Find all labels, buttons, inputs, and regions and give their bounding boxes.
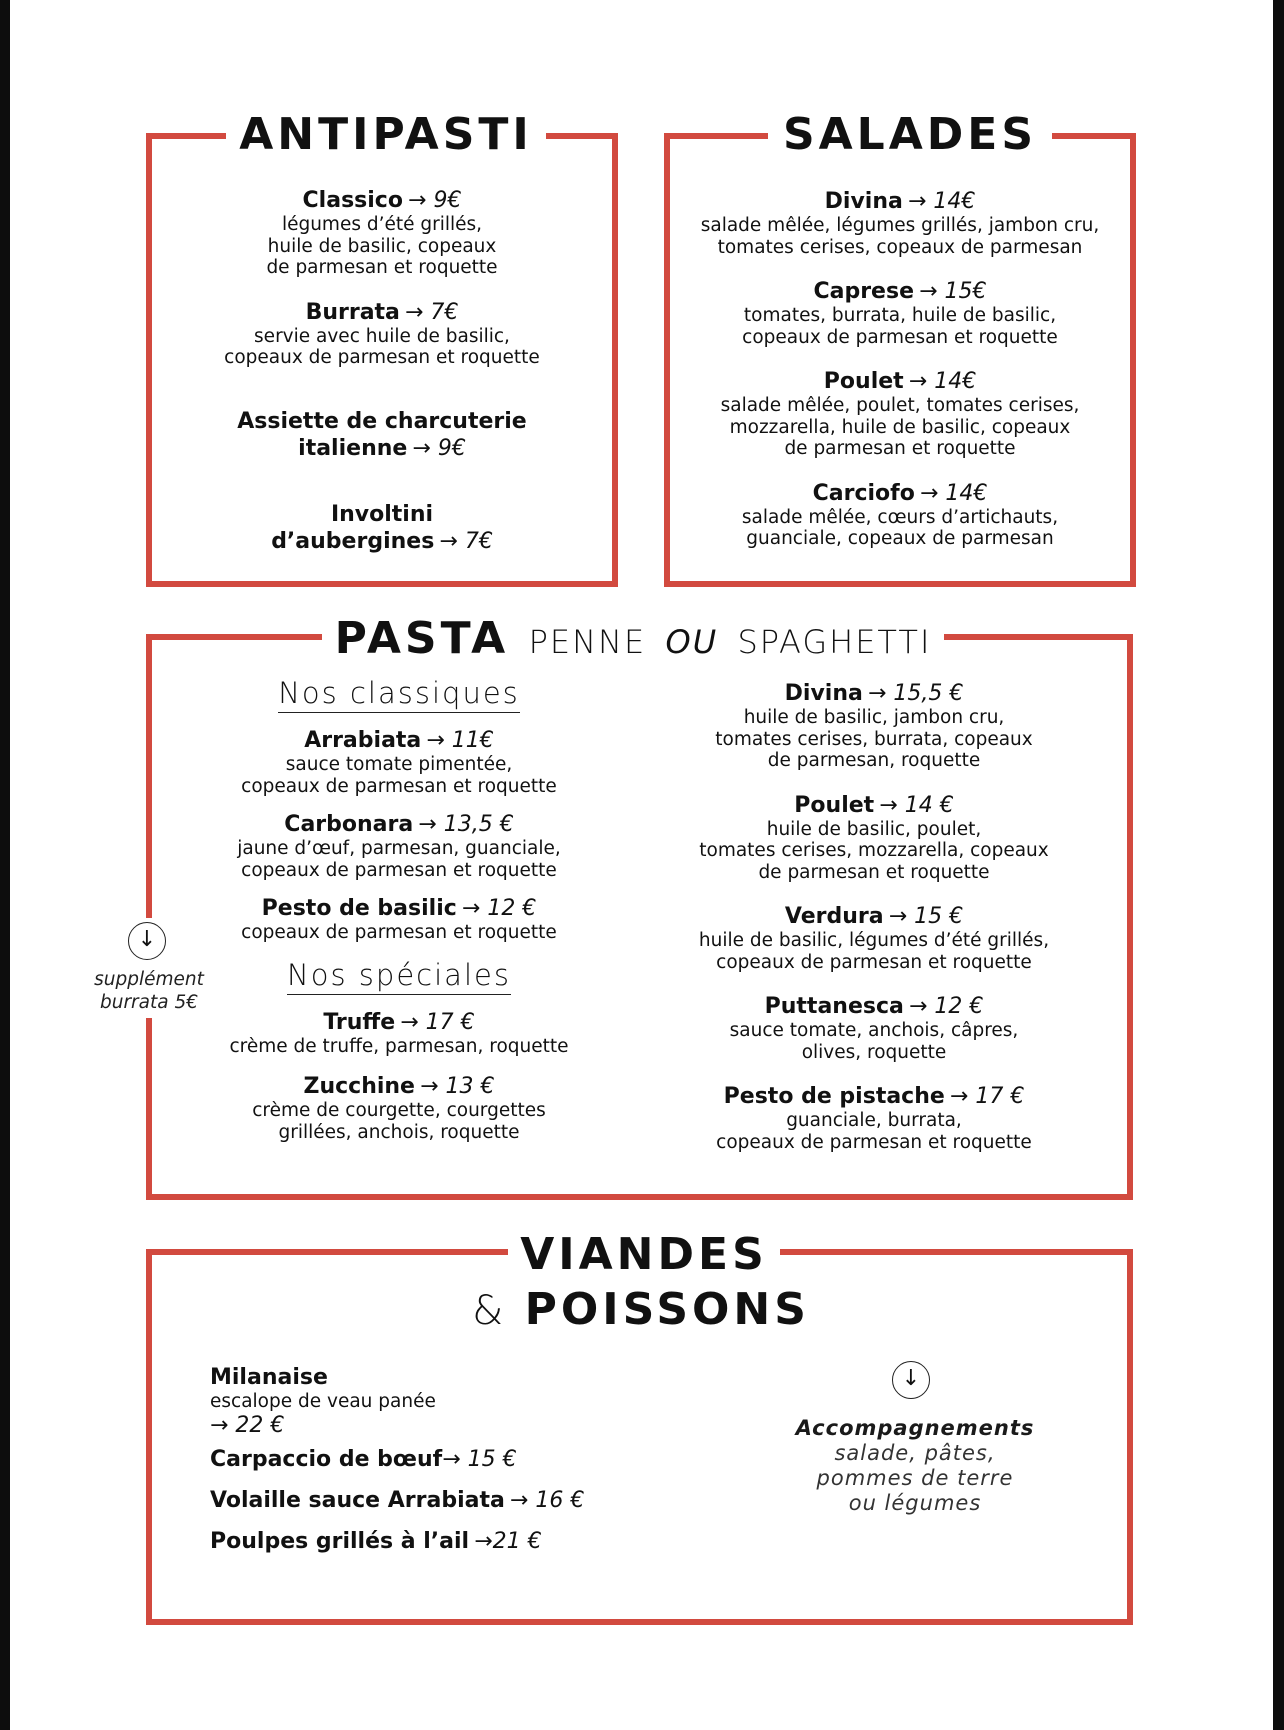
- item-price: → 14 €: [879, 792, 954, 818]
- pasta-subtitle-or: OU: [665, 623, 719, 661]
- item-name: Pesto de pistache: [723, 1084, 945, 1109]
- item-desc: salade mêlée, cœurs d’artichauts, guanciale, copeaux de parmesan: [741, 506, 1059, 549]
- viandes-title-line1: VIANDES: [508, 1229, 780, 1281]
- menu-item: [664, 1083, 1084, 1153]
- item-desc: salade mêlée, légumes grillés, jambon cru, tomates cerises, copeaux de parmesan: [700, 215, 1100, 258]
- item-name: Divina: [824, 189, 903, 214]
- item-name: Classico: [302, 188, 403, 213]
- item-price: → 15 €: [888, 904, 964, 929]
- item-price: → 14€: [907, 189, 976, 214]
- item-desc: huile de basilic, jambon cru, tomates cerises, burrata, copeaux de parmesan, roquette: [715, 707, 1033, 771]
- item-price: → 13,5 €: [418, 812, 514, 837]
- menu-item: [200, 811, 598, 881]
- item-desc: jaune d’œuf, parmesan, guanciale, copeaux de parmesan et roquette: [237, 838, 561, 881]
- item-name: Puttanesca: [764, 994, 904, 1019]
- menu-item: [156, 299, 608, 369]
- item-desc: escalope de veau panée: [210, 1391, 436, 1412]
- viandes-title-line2: [462, 1284, 820, 1337]
- menu-item: [210, 1487, 750, 1514]
- item-price: → 15 €: [442, 1446, 517, 1472]
- item-price: → 7€: [405, 299, 459, 325]
- item-desc: crème de courgette, courgettes grillées, anchois, roquette: [252, 1100, 546, 1143]
- item-name: Volaille sauce Arrabiata: [210, 1487, 505, 1513]
- supplement-note: supplément burrata 5€: [94, 969, 204, 1013]
- menu-item: [664, 903, 1084, 973]
- item-price: → 14€: [919, 480, 988, 506]
- menu-item: [664, 792, 1084, 884]
- item-price: → 17 €: [400, 1009, 475, 1035]
- item-price: →21 €: [474, 1528, 542, 1554]
- item-name: Zucchine: [303, 1074, 415, 1099]
- menu-item: [156, 389, 608, 462]
- item-price: → 13 €: [420, 1074, 495, 1099]
- menu-item: [664, 993, 1084, 1063]
- item-name: Milanaise: [210, 1365, 328, 1390]
- menu-item: [664, 680, 1084, 772]
- arrow-down-circle-icon: ↓: [892, 1361, 930, 1399]
- item-price: → 14€: [908, 369, 977, 394]
- item-price: → 12 €: [908, 994, 984, 1019]
- menu-item: [210, 1528, 750, 1555]
- speciales-heading: Nos spéciales: [287, 956, 511, 995]
- pasta-subtitle-2: SPAGHETTI: [737, 623, 932, 661]
- item-desc: sauce tomate, anchois, câpres, olives, roquette: [729, 1020, 1019, 1063]
- item-desc: guanciale, burrata, copeaux de parmesan et roquette: [716, 1110, 1032, 1153]
- menu-item: [670, 480, 1130, 550]
- page-edge-left: [0, 0, 10, 1730]
- menu-item: [670, 278, 1130, 348]
- item-desc: huile de basilic, poulet, tomates cerises, mozzarella, copeaux de parmesan et roquette: [699, 818, 1049, 883]
- pasta-title: [322, 613, 944, 668]
- item-price: → 15,5 €: [867, 681, 964, 706]
- pasta-subtitle-1: PENNE: [528, 623, 647, 661]
- pasta-left-col: [200, 674, 598, 1163]
- item-name: Involtini d’aubergines: [271, 501, 435, 554]
- item-name: Carbonara: [284, 812, 414, 837]
- antipasti-list: [156, 187, 608, 575]
- item-name: Carpaccio de bœuf: [210, 1446, 443, 1472]
- item-price: → 22 €: [210, 1412, 285, 1438]
- item-price: → 16 €: [509, 1487, 585, 1513]
- menu-item: [200, 1009, 598, 1058]
- item-name: Truffe: [323, 1009, 396, 1035]
- item-price: → 9€: [412, 435, 466, 461]
- item-name: Verdura: [784, 904, 884, 929]
- item-desc: salade mêlée, poulet, tomates cerises, mozzarella, huile de basilic, copeaux de parmesan et roquette: [720, 395, 1080, 459]
- item-price: → 9€: [408, 188, 462, 213]
- viandes-title-poissons: POISSONS: [524, 1284, 810, 1335]
- item-name: Burrata: [305, 299, 400, 325]
- item-price: → 17 €: [949, 1084, 1025, 1109]
- viandes-list: [210, 1364, 750, 1569]
- item-price: → 7€: [439, 528, 493, 554]
- menu-item: [670, 368, 1130, 460]
- antipasti-title: ANTIPASTI: [226, 109, 546, 161]
- item-desc: tomates, burrata, huile de basilic, copeaux de parmesan et roquette: [742, 305, 1058, 348]
- arrow-down-circle-icon: ↓: [128, 922, 166, 960]
- menu-item: [200, 727, 598, 797]
- viandes-title-amp: &: [472, 1288, 506, 1334]
- item-price: → 12 €: [461, 896, 537, 921]
- item-name: Poulet: [794, 792, 875, 818]
- menu-item: [200, 895, 598, 944]
- item-name: Caprese: [813, 279, 914, 304]
- menu-item: [210, 1446, 750, 1473]
- item-name: Pesto de basilic: [261, 896, 457, 921]
- menu-item: [156, 482, 608, 555]
- accompagnements-desc: salade, pâtes, pommes de terre ou légumes: [816, 1441, 1014, 1515]
- item-name: Assiette de charcuterie italienne: [237, 408, 527, 461]
- item-price: → 15€: [919, 279, 987, 304]
- menu-item: [210, 1364, 750, 1438]
- item-desc: crème de truffe, parmesan, roquette: [229, 1035, 569, 1057]
- menu-item: [670, 188, 1130, 258]
- classiques-heading: Nos classiques: [278, 674, 520, 713]
- item-name: Carciofo: [812, 480, 915, 506]
- accompagnements-title: Accompagnements: [795, 1416, 1035, 1440]
- item-desc: servie avec huile de basilic, copeaux de parmesan et roquette: [224, 325, 540, 368]
- item-desc: légumes d’été grillés, huile de basilic, copeaux de parmesan et roquette: [266, 214, 498, 278]
- pasta-title-main: PASTA: [334, 613, 510, 664]
- item-desc: sauce tomate pimentée, copeaux de parmesan et roquette: [241, 754, 557, 797]
- item-name: Poulet: [823, 369, 904, 394]
- page-edge-right: [1273, 0, 1284, 1730]
- item-price: → 11€: [426, 728, 494, 753]
- menu-item: [200, 1073, 598, 1143]
- item-name: Divina: [784, 681, 863, 706]
- salades-list: [670, 188, 1130, 570]
- item-name: Arrabiata: [304, 728, 422, 753]
- salades-title: SALADES: [768, 109, 1052, 161]
- item-desc: huile de basilic, légumes d’été grillés, copeaux de parmesan et roquette: [698, 930, 1050, 973]
- item-name: Poulpes grillés à l’ail: [210, 1528, 470, 1554]
- item-desc: copeaux de parmesan et roquette: [241, 922, 557, 943]
- pasta-right-col: [664, 680, 1084, 1173]
- menu-item: [156, 187, 608, 279]
